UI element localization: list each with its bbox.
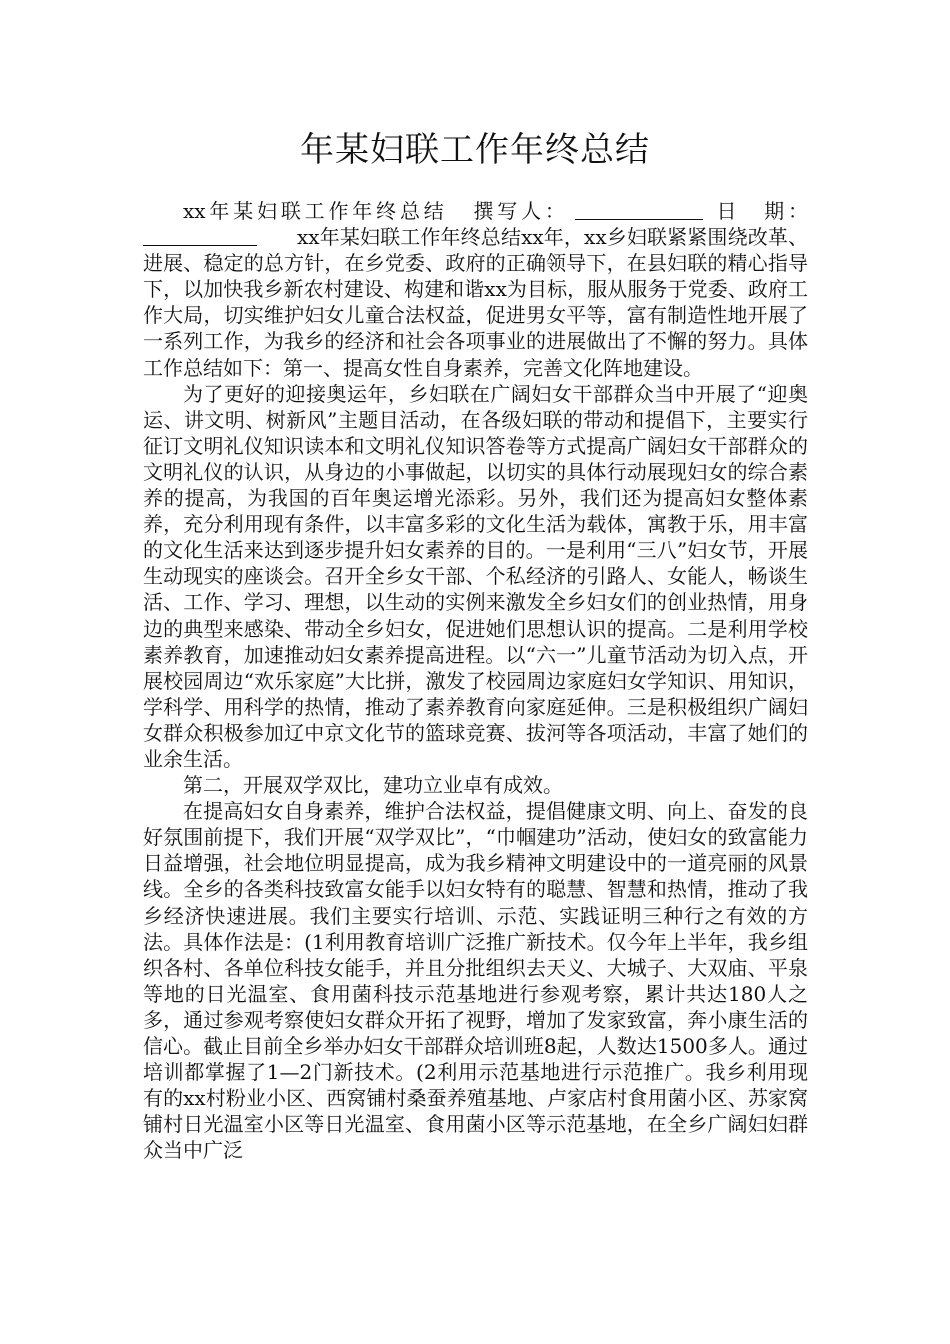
- date-label: 日 期：: [712, 199, 809, 223]
- doc-name-label: xx年某妇联工作年终总结: [183, 199, 448, 223]
- document-title: 年某妇联工作年终总结: [300, 130, 650, 170]
- date-blank: [143, 227, 257, 246]
- paragraph-1: [143, 198, 808, 381]
- doc-name-repeat: xx年某妇联工作年终总结: [297, 225, 522, 250]
- writer-label: 撰写人：: [469, 199, 569, 223]
- writer-blank: [575, 201, 703, 220]
- document-body: [143, 198, 808, 1163]
- paragraph-1-text: xx年，xx乡妇联紧紧围绕改革、进展、稳定的总方针，在乡党委、政府的正确领导下，在县妇联的精心指导下，以加快我乡新农村建设、构建和谐xx为目标，服从服务于党委、政府工作大局，切实维护妇女儿童合法权益，促进男女平等，富有制造性地开展了一系列工作，为我乡的经济和社会各项事业的进展做出了不懈的努力。具体工作总结如下：第一、提高女性自身素养，完善文化阵地建设。: [143, 225, 808, 380]
- paragraph-4: 在提高妇女自身素养，维护合法权益，提倡健康文明、向上、奋发的良好氛围前提下，我们开展“双学双比”，“巾帼建功”活动，使妇女的致富能力日益增强，社会地位明显提高，成为我乡精神文明建设中的一道亮丽的风景线。全乡的各类科技致富女能手以妇女特有的聪慧、智慧和热情，推动了我乡经济快速进展。我们主要实行培训、示范、实践证明三种行之有效的方法。具体作法是：(1利用教育培训广泛推广新技术。仅今年上半年，我乡组织各村、各单位科技女能手，并且分批组织去天义、大城子、大双庙、平泉等地的日光温室、食用菌科技示范基地进行参观考察，累计共达180人之多，通过参观考察使妇女群众开拓了视野，增加了发家致富，奔小康生活的信心。截止目前全乡举办妇女干部群众培训班8起，人数达1500多人。通过培训都掌握了1—2门新技术。(2利用示范基地进行示范推广。我乡利用现有的xx村粉业小区、西窝铺村桑蚕养殖基地、卢家店村食用菌小区、苏家窝铺村日光温室小区等日光温室、食用菌小区等示范基地，在全乡广阔妇妇群众当中广泛: [143, 799, 808, 1163]
- paragraph-3: 第二，开展双学双比，建功立业卓有成效。: [183, 773, 563, 798]
- paragraph-2: 为了更好的迎接奥运年，乡妇联在广阔妇女干部群众当中开展了“迎奥运、讲文明、树新风”主题目活动，在各级妇联的带动和提倡下，主要实行征订文明礼仪知识读本和文明礼仪知识答卷等方式提高广阔妇女干部群众的文明礼仪的认识，从身边的小事做起，以切实的具体行动展现妇女的综合素养的提高，为我国的百年奥运增光添彩。另外，我们还为提高妇女整体素养，充分利用现有条件，以丰富多彩的文化生活为载体，寓教于乐，用丰富的文化生活来达到逐步提升妇女素养的目的。一是利用“三八”妇女节，开展生动现实的座谈会。召开全乡女干部、个私经济的引路人、女能人，畅谈生活、工作、学习、理想，以生动的实例来激发全乡妇女们的创业热情，用身边的典型来感染、带动全乡妇女，促进她们思想认识的提高。二是利用学校素养教育，加速推动妇女素养提高进程。以“六一”儿童节活动为切入点，开展校园周边“欢乐家庭”大比拼，激发了校园周边家庭妇女学知识、用知识，学科学、用科学的热情，推动了素养教育向家庭延伸。三是积极组织广阔妇女群众积极参加辽中京文化节的篮球竞赛、拔河等各项活动，丰富了她们的业余生活。: [143, 381, 808, 771]
